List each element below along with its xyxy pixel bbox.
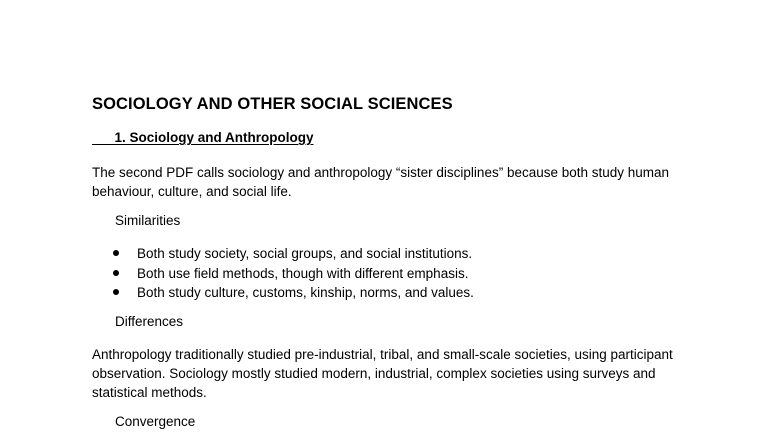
list-item-text: Both study culture, customs, kinship, norms, and values. <box>137 285 474 300</box>
convergence-label: Convergence <box>115 414 196 429</box>
similarities-label: Similarities <box>115 213 181 228</box>
differences-paragraph: Anthropology traditionally studied pre-industrial, tribal, and small-scale societies, using participant observation. Sociology mostly studied modern, industrial, complex societies using surveys and statistical methods. <box>92 347 673 400</box>
bullet-icon <box>113 270 119 276</box>
list-item <box>113 264 474 284</box>
list-item <box>113 244 474 264</box>
differences-label: Differences <box>115 314 184 329</box>
list-item-text: Both study society, social groups, and social institutions. <box>137 246 473 261</box>
list-item <box>113 283 474 303</box>
bullet-icon <box>113 289 119 295</box>
intro-paragraph: The second PDF calls sociology and anthropology “sister disciplines” because both study human behaviour, culture, and social life. <box>92 165 670 199</box>
list-item-text: Both use field methods, though with different emphasis. <box>137 265 469 281</box>
similarities-list <box>113 244 474 303</box>
bullet-icon <box>113 250 119 256</box>
document-title: SOCIOLOGY AND OTHER SOCIAL SCIENCES <box>92 95 453 113</box>
section-heading: 1. Sociology and Anthropology <box>92 130 314 145</box>
